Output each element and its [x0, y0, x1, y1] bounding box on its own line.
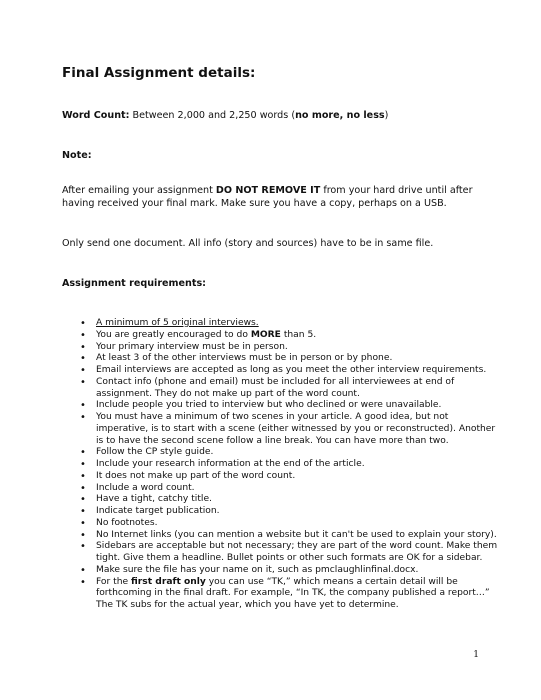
requirement-item: [96, 400, 501, 412]
requirement-text: No Internet links (you can mention a website but it can't be used to explain your story).: [96, 529, 497, 540]
requirement-text: Your primary interview must be in person.: [96, 341, 288, 352]
requirements-heading: Assignment requirements:: [62, 278, 207, 289]
requirement-text-pre: For the: [96, 576, 132, 587]
requirement-item: [96, 318, 501, 330]
note-text-post: from your hard drive until after having received your final mark. Make sure you have a copy, perhaps on a USB.: [62, 185, 473, 209]
requirement-text: Make sure the file has your name on it, such as pmclaughlinfinal.docx.: [96, 564, 419, 575]
requirement-item: [96, 365, 501, 377]
requirements-list: [62, 318, 501, 612]
word-count-text: Between 2,000 and 2,250 words (: [129, 110, 296, 121]
requirement-text: Include your research information at the end of the article.: [96, 459, 365, 469]
note-text-pre: After emailing your assignment: [62, 185, 216, 196]
requirement-text: Follow the CP style guide.: [96, 447, 214, 458]
one-document-paragraph: Only send one document. All info (story and sources) have to be in same file.: [62, 238, 434, 249]
requirement-item: [96, 330, 501, 342]
requirement-text: Contact info (phone and email) must be included for all interviewees at end of assignment. They do not make up part of the word count.: [96, 376, 455, 399]
requirement-item: [96, 506, 501, 518]
note-paragraph: [62, 184, 493, 210]
requirement-item: [96, 518, 501, 530]
requirement-text: At least 3 of the other interviews must be in person or by phone.: [96, 353, 393, 364]
requirement-item: [96, 577, 501, 612]
requirement-text-pre: You are greatly encouraged to do: [96, 329, 251, 340]
requirement-text-post: than 5.: [280, 329, 317, 340]
word-count-label: Word Count:: [62, 110, 130, 121]
requirement-text: You must have a minimum of two scenes in your article. A good idea, but not imperative, is to start with a scene (either witnessed by you or reconstructed). Another is to have the second scene follow a line break. You can have more than two.: [96, 412, 496, 446]
requirement-text: Include people you tried to interview but who declined or were unavailable.: [96, 400, 442, 411]
requirement-item: [96, 459, 501, 471]
requirement-text: Email interviews are accepted as long as you meet the other interview requirements.: [96, 365, 487, 375]
word-count-close: ): [384, 110, 389, 121]
note-text-bold: DO NOT REMOVE IT: [215, 185, 321, 196]
requirement-item: [96, 447, 501, 459]
note-heading: Note:: [62, 150, 92, 161]
word-count-emphasis: no more, no less: [295, 110, 385, 121]
page-number: 1: [473, 650, 479, 660]
requirement-text: Indicate target publication.: [96, 506, 220, 516]
requirement-text: It does not make up part of the word count.: [96, 470, 296, 481]
requirement-item: [96, 483, 501, 495]
requirement-text-bold: MORE: [250, 329, 281, 340]
requirement-item: [96, 377, 501, 401]
requirement-item: [96, 412, 501, 447]
requirement-text: A minimum of 5 original interviews.: [96, 318, 259, 328]
requirement-text: Sidebars are acceptable but not necessary; they are part of the word count. Make them tight. Give them a headline. Bullet points or other such formats are OK for a sidebar.: [96, 541, 498, 563]
requirement-text: No footnotes.: [96, 517, 158, 528]
requirement-item: [96, 353, 501, 365]
requirement-item: [96, 541, 501, 565]
requirement-item: [96, 565, 501, 577]
requirement-item: [96, 471, 501, 483]
page-title: Final Assignment details:: [62, 65, 256, 81]
requirement-text-bold: first draft only: [131, 576, 206, 587]
requirement-text: Have a tight, catchy title.: [96, 494, 212, 505]
requirement-item: [96, 530, 501, 542]
requirement-item: [96, 494, 501, 506]
requirement-item: [96, 342, 501, 354]
requirement-text: Include a word count.: [96, 482, 195, 493]
requirement-text-post: you can use “TK,” which means a certain detail will be forthcoming in the final draft. For example, “In TK, the company published a report…” The TK subs for the actual year, which you have yet to determine.: [96, 576, 490, 610]
word-count-line: [62, 109, 493, 122]
